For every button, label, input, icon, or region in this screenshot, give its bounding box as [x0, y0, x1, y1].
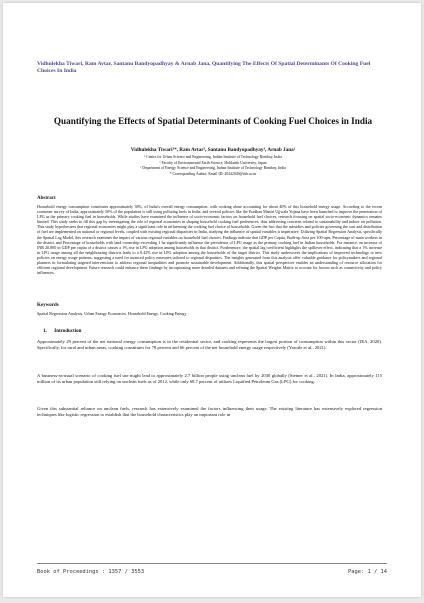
intro-paragraph: Given this substantial reliance on unclean fuels, research has extensively examined the factors influencing their usage. The existing literature has extensively explored regression techniques like logistic regression to establish that the household characteristics play an important role in — [37, 406, 382, 417]
introduction-heading: 1. Introduction — [43, 329, 82, 334]
keywords-text: Spatial Regression Analysis, Urban Energy Economics, Household Energy, Cooking Energy — [37, 311, 187, 316]
affiliation-line: ¹ Centre for Urban Science and Engineering, Indian Institute of Technology Bombay, India — [144, 155, 282, 159]
intro-paragraph: A business-as-usual scenario of cooking fuel use might lead to approximately 2.7 billion people using unclean fuel by 2030 globally (Steiner et al., 2021). In India, approximately 115 million of its urban population still relying on unclean fuels as of 2012, while only 68.7 percent of utilizes Liquified Petroleum Gas (LPG) for cooking. — [37, 373, 382, 384]
document-page — [3, 3, 421, 597]
paper-title: Quantifying the Effects of Spatial Determinants of Cooking Fuel Choices in India — [53, 116, 373, 126]
footer-proceedings: Book of Proceedings : 1357 / 3553 — [37, 569, 145, 575]
affiliations — [63, 155, 363, 177]
affiliation-line: ³ Department of Energy Science and Engineering, Indian Institute of Technology Bombay, India — [140, 166, 286, 170]
running-header: Vidhulekha Tiwari, Ram Avtar, Santanu Bandyopadhyay & Arnab Jana, Quantifying The Effects Of Spatial Determinants Of Cooking Fuel Choices In India — [37, 61, 371, 74]
author-list: Vidhulekha Tiwari¹*, Ram Avtar², Santanu Bandyopadhyay³, Arnab Jana¹ — [130, 147, 296, 153]
footer-divider — [37, 563, 387, 564]
corresponding-author: * Corresponding Author, Email ID: 20442049@iitb.ac.in — [169, 171, 257, 176]
keywords-heading: Keywords — [37, 303, 59, 308]
footer-page-number: Page: 1 / 14 — [348, 569, 387, 575]
affiliation-line: ² Faculty of Environmental Earth Science, Hokkaido University, Japan — [159, 160, 267, 165]
intro-paragraph: Approximately 29 percent of the net national energy consumption is in the residential sector, and cooking represents the largest portion of consumption within this sector (IEA, 2020). Specifically, for rural and urban areas, cooking constitutes for 78 percent and 66 percent of the net household energy usage respectively (Yawale et al., 2021). — [37, 339, 382, 350]
abstract-heading: Abstract — [37, 196, 56, 201]
abstract-text: Household energy consumption constitutes approximately 38%, of India's overall energy consumption, with cooking alone accounting for about 40% of this household energy usage. According to the recent consumer survey of India, approximately 50% of the population is still using polluting fuels in India, and several policies like the Pradhan Mantri Ujjwala Yojana have been launched to improve the penetration of LPG as the primary cooking fuel in households. While studies have examined the influence of socio-economic factors on household fuel choices, research focusing on spatial socio-economic dynamics remains limited. This study seeks to fill this gap by investigating the role of regional economies in shaping household cooking fuel preferences, thus addressing concerns related to sustainability and indoor air pollution. This study hypothesizes that regional economies might play a significant role in influencing the cooking fuel choice of households. Given the fact that the subsidies and policies governing the cost and distribution of fuel are implemented on national or regional levels, coupled with existing regional disparities in India, studying the influence of spatial variables is imperative. Utilizing Spatial Regression Analysis, specifically the Spatial Lag Model, this research examines the impact of various regional variables on household fuel choices. Findings indicate that GDP per Capita, Built-up Area per 100 sqm, Percentage of main workers in the district and Percentage of households with land ownership exceeding 1 ha significantly influence the prevalence of LPG usage as the primary cooking fuel in Indian households. For instance, an increase of INR 20,800 in GDP per capita of a district causes a 1% rise in LPG adoption among households in that district. Furthermore, the spatial lag coefficient highlights the spillover effect, indicating that a 1% increase in LPG usage among all the neighbouring districts leads to a 0.42% rise in LPG adoption among the households of the target district. This study underscores the implications of improved technology or new policies on energy usage patterns, suggesting a need for nuanced policy measures tailored to regional disparities. The insights generated from this analysis offer valuable guidance for policymakers and regional planners in formulating targeted interventions to address regional inequalities and promote sustainable development. Additionally, this spatial perspective enables an understanding of resource allocation for efficient regional development. Future research could enhance these findings by incorporating more detailed datasets and refining the Spatial Weights Matrix to account for factors such as connectivity and policy influences. — [37, 204, 382, 276]
